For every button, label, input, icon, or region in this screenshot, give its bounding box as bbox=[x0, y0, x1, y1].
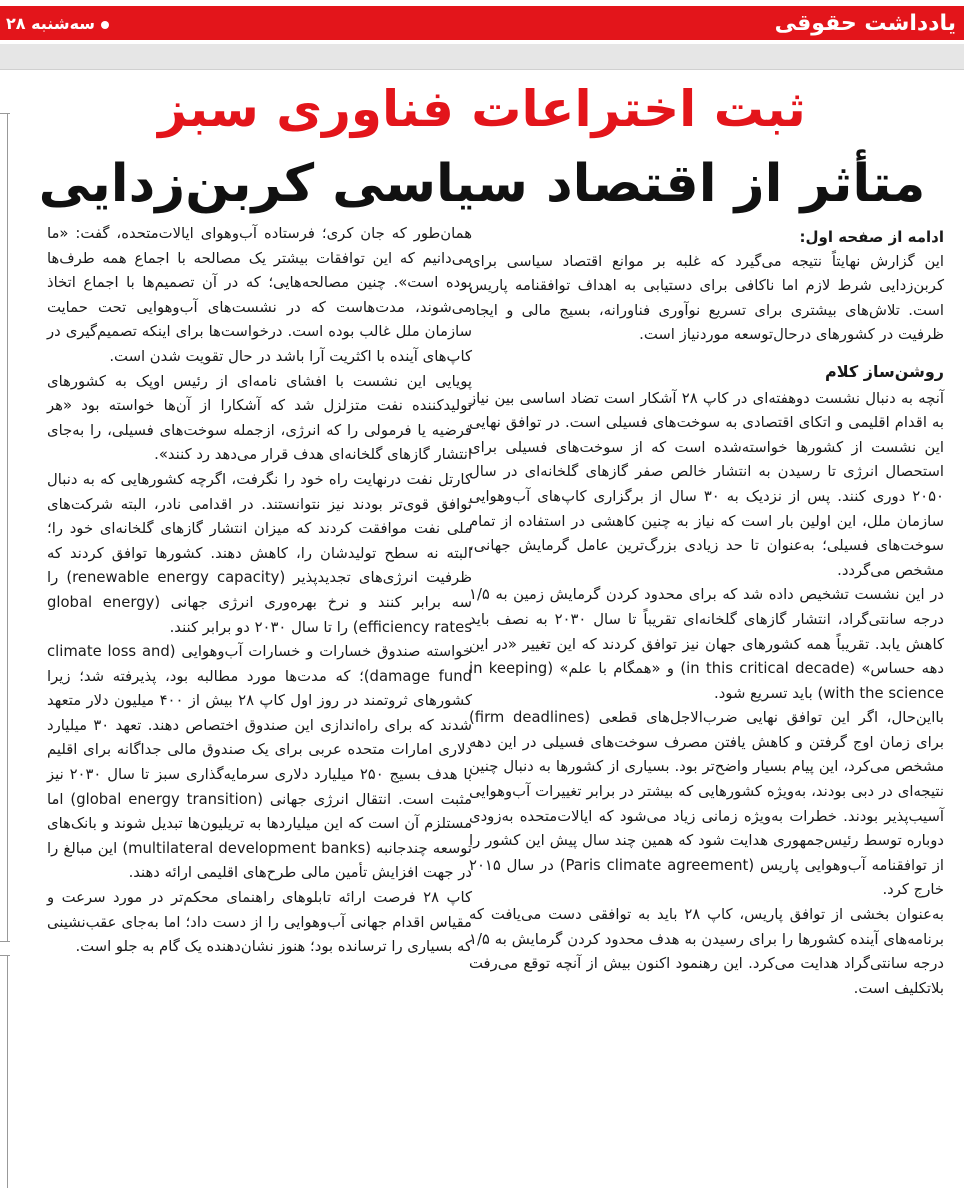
header-band bbox=[0, 44, 964, 70]
section-title: یادداشت حقوقی bbox=[774, 11, 956, 36]
headline-secondary: متأثر از اقتصاد سیاسی کربن‌زدایی bbox=[38, 154, 926, 214]
article-column-left bbox=[47, 222, 472, 960]
bullet-icon bbox=[101, 21, 109, 29]
column-edge-rule bbox=[7, 955, 8, 1188]
article-paragraph: این گزارش نهایتاً نتیجه می‌گیرد که غلبه بر موانع اقتصاد سیاسی برای کربن‌زدایی شرط لازم اما ناکافی برای دستیابی به اهداف توافقنامه پاریس است. تلاش‌های بیشتری برای تسریع نوآوری فناورانه، بسیج مالی و ایجاد ظرفیت در کشورهای درحال‌توسعه موردنیاز است. bbox=[469, 252, 944, 344]
article-paragraph: کاپ ۲۸ فرصت ارائه تابلوهای راهنمای محکم‌تر در مورد سرعت و مقیاس اقدام جهانی آب‌وهوایی را از دست داد؛ اما به‌جای عقب‌نشینی که بسیاری را ترسانده بود؛ هنوز نشان‌دهنده یک گام به جلو است. bbox=[47, 889, 472, 956]
article-paragraph: خواسته صندوق خسارات و خسارات آب‌وهوایی (climate loss and damage fund)؛ که مدت‌ها مورد مطالبه بود، پذیرفته شد؛ زیرا کشورهای ثروتمند در روز اول کاپ ۲۸ بیش از ۴۰۰ میلیون دلار متعهد شدند که برای راه‌اندازی این صندوق اختصاص دهند. تعهد ۳۰ میلیارد دلاری امارات متحده عربی برای یک صندوق مالی جداگانه برای اقلیم با هدف بسیج ۲۵۰ میلیارد دلاری سرمایه‌گذاری سبز تا سال ۲۰۳۰ نیز مثبت است. انتقال انرژی جهانی (global energy transition) اما مستلزم آن است که این میلیاردها به تریلیون‌ها تبدیل شوند و بانک‌های توسعه چندجانبه (multilateral development banks) این مبالغ را در جهت افزایش تأمین مالی طرح‌های اقلیمی ارائه دهند. bbox=[47, 643, 473, 882]
article-column-right bbox=[469, 225, 944, 1001]
article-paragraph: بااین‌حال، اگر این توافق نهایی ضرب‌الاجل‌های قطعی (firm deadlines) برای زمان اوج گرفتن و کاهش یافتن مصرف سوخت‌های فسیلی در این دهه مشخص می‌کرد، این پیام بسیار واضح‌تر بود. بسیاری از کشورها به دنبال چنین نتیجه‌ای در دبی بودند، به‌ویژه کشورهایی که بیشتر در برابر تغییرات آب‌وهوایی آسیب‌پذیر بودند. خطرات به‌ویژه زمانی زیاد می‌شود که ایالات‌متحده به‌زودی دوباره توسط رئیس‌جمهوری هدایت شود که همین چند سال پیش این کشور را از توافقنامه آب‌وهوایی پاریس (Paris climate agreement) در سال ۲۰۱۵ خارج کرد. bbox=[469, 709, 944, 899]
article-paragraph: کارتل نفت درنهایت راه خود را نگرفت، اگرچه کشورهایی که به دنبال توافق قوی‌تر بودند نیز نتوانستند. در اقدامی نادر، البته شرکت‌های ملی نفت موافقت کردند که میزان انتشار گازهای گلخانه‌ای خود را؛ البته نه سطح تولیدشان را، کاهش دهند. کشورها توافق کردند که ظرفیت انرژی‌های تجدیدپذیر (renewable energy capacity) را سه برابر کنند و نرخ بهره‌وری انرژی جهانی (global energy efficiency rates) را تا سال ۲۰۳۰ دو برابر کنند. bbox=[47, 470, 473, 636]
continuation-kicker: ادامه از صفحه اول: bbox=[799, 228, 944, 246]
article-paragraph: در این نشست تشخیص داده شد که برای محدود کردن گرمایش زمین به ۱/۵ درجه سانتی‌گراد، انتشار گازهای گلخانه‌ای تقریباً تا سال ۲۰۳۰ به نصف باید کاهش یابد. تقریباً همه کشورهای جهان نیز توافق کردند که این تغییر «در این دهه حساس» (in this critical decade) و «همگام با علم» (in keeping with the science) باید تسریع شود. bbox=[469, 586, 944, 702]
subheading: روشن‌ساز کلام bbox=[825, 361, 944, 381]
edge-tick bbox=[0, 941, 10, 942]
article-paragraph: به‌عنوان بخشی از توافق پاریس، کاپ ۲۸ باید به توافقی دست می‌یافت که برنامه‌های آینده کشورها را برای رسیدن به هدف محدود کردن گرمایش به ۱/۵ درجه سانتی‌گراد هدایت می‌کرد. این رهنمود اکنون بیش از آنچه توقع می‌رفت بلاتکلیف است. bbox=[469, 906, 944, 997]
edge-tick bbox=[0, 955, 10, 956]
article-paragraph: همان‌طور که جان کری؛ فرستاده آب‌وهوای ایالات‌متحده، گفت: «ما می‌دانیم که این توافقات بیشتر یک مصالحه با اجماع همه طرف‌ها بوده است». چنین مصالحه‌هایی؛ که در آن تصمیم‌ها با اجماع اتخاذ می‌شوند، مدت‌هاست که در نشست‌های آب‌وهوایی تحت حمایت سازمان ملل غالب بوده است. درخواست‌ها برای اینکه تصمیم‌گیری در کاپ‌های آینده با اکثریت آرا باشد در حال تقویت شدن است. bbox=[47, 225, 472, 365]
issue-date-text: سه‌شنبه ۲۸ bbox=[6, 14, 96, 33]
article-paragraph: آنچه به دنبال نشست دوهفته‌ای در کاپ ۲۸ آشکار است تضاد اساسی بین نیاز به اقدام اقلیمی و اتکای اقتصادی به سوخت‌های فسیلی است. در توافق نهایی این نشست از کشورها خواسته‌شده است که از سوخت‌های فسیلی برای استحصال انرژی تا رسیدن به انتشار خالص صفر گازهای گلخانه‌ای در سال ۲۰۵۰ دوری کنند. پس از نزدیک به ۳۰ سال از برگزاری کاپ‌های آب‌وهوایی سازمان ملل، این اولین بار است که نیاز به چنین کاهشی در استفاده از تمام سوخت‌های فسیلی؛ به‌عنوان تا حد زیادی بزرگ‌ترین عامل گرمایش جهانی، مشخص می‌گردد. bbox=[469, 389, 944, 579]
column-edge-rule bbox=[7, 113, 8, 941]
issue-date bbox=[6, 8, 109, 40]
article-paragraph: پویایی این نشست با افشای نامه‌ای از رئیس اوپک به کشورهای تولیدکننده نفت متزلزل شد که آشکارا از آن‌ها خواسته بود «هر فرضیه یا فرمولی را که انرژی، ازجمله سوخت‌های فسیلی، را به‌جای انتشار گازهای گلخانه‌ای هدف قرار می‌دهد رد کنند». bbox=[47, 372, 472, 464]
top-bar bbox=[0, 0, 964, 44]
headline-primary: ثبت اختراعات فناوری سبز bbox=[158, 80, 806, 138]
